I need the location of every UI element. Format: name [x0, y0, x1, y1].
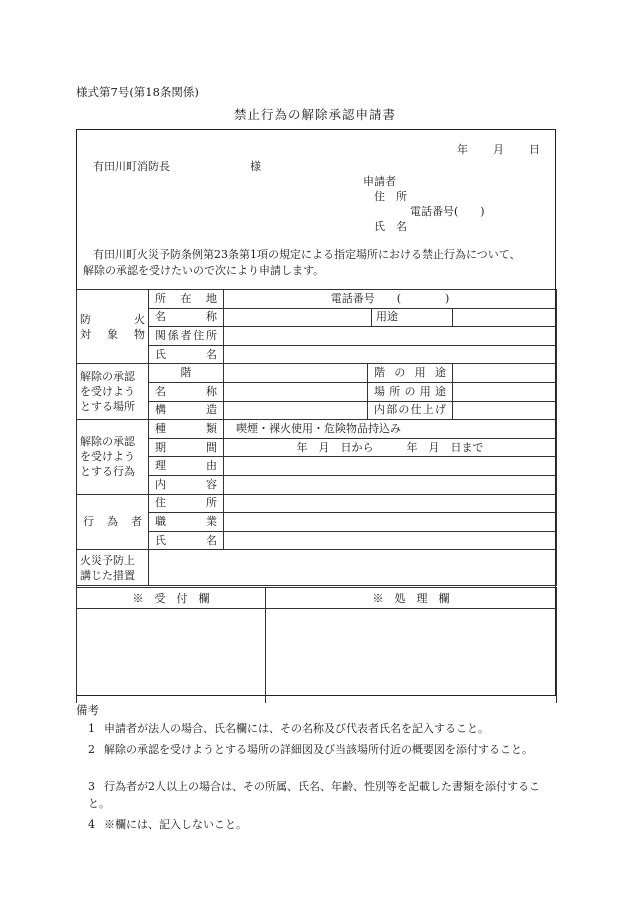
use-field[interactable]: [453, 308, 557, 327]
measures-field[interactable]: [149, 550, 557, 586]
reception-column-header: ※ 受 付 欄: [77, 588, 266, 609]
floor-label: 階: [149, 364, 224, 383]
processing-column-header: ※ 処 理 欄: [266, 588, 557, 609]
statement-line-2: 解除の承認を受けたいので次により申請します。: [83, 264, 325, 277]
person-name-label: 氏 名: [149, 345, 224, 364]
content-label: 内 容: [149, 475, 224, 494]
processing-area: [266, 609, 557, 704]
floor-use-label: 階 の 用 途: [368, 364, 453, 383]
interior-finish-label: 内部の仕上げ: [368, 401, 453, 420]
content-field[interactable]: [224, 475, 557, 494]
kind-options[interactable]: 喫煙・裸火使用・危険物品持込み: [224, 420, 557, 439]
period-label: 期 間: [149, 438, 224, 457]
remark-number: 3: [88, 780, 95, 793]
application-detail-table: [76, 289, 557, 586]
applicant-label: 申請者: [363, 175, 396, 188]
object-name-label: 名 称: [149, 308, 224, 327]
applicant-address-label: 住 所: [374, 190, 407, 203]
object-name-field[interactable]: [224, 308, 372, 327]
interior-finish-field[interactable]: [453, 401, 557, 420]
month-label: 月: [493, 143, 504, 156]
person-name-field[interactable]: [224, 345, 557, 364]
place-use-label: 場 所 の 用 途: [368, 382, 453, 401]
remark-item: [88, 741, 550, 758]
period-field[interactable]: 年 月 日から 年 月 日まで: [224, 438, 557, 457]
structure-field[interactable]: [224, 401, 368, 420]
actor-header: 行 為 者: [77, 494, 149, 550]
remark-number: 4: [88, 818, 95, 831]
actor-name-label: 氏 名: [149, 531, 224, 550]
actor-address-field[interactable]: [224, 494, 557, 513]
document-title: 禁止行為の解除承認申請書: [233, 107, 396, 122]
remark-item: [88, 816, 550, 833]
remark-text: 解除の承認を受けようとする場所の詳細図及び当該場所付近の概要図を添付すること。: [104, 743, 533, 756]
remark-text: 申請者が法人の場合、氏名欄には、その名称及び代表者氏名を記入すること。: [104, 722, 489, 735]
remark-item: [88, 778, 550, 812]
reason-label: 理 由: [149, 457, 224, 476]
measures-header: 火災予防上 講じた措置: [77, 550, 149, 586]
applicant-phone-label: 電話番号( ): [410, 205, 485, 218]
occupation-field[interactable]: [224, 513, 557, 532]
place-name-field[interactable]: [224, 382, 368, 401]
floor-field[interactable]: [224, 364, 368, 383]
location-label: 所 在 地: [149, 290, 224, 309]
actor-address-label: 住 所: [149, 494, 224, 513]
remark-number: 2: [88, 743, 95, 756]
statement-line-1: 有田川町火災予防条例第23条第1項の規定による指定場所における禁止行為について、: [93, 248, 521, 261]
year-label: 年: [457, 143, 468, 156]
occupation-label: 職 業: [149, 513, 224, 532]
place-name-label: 名 称: [149, 382, 224, 401]
act-header: 解除の承認 を受けよう とする行為: [77, 420, 149, 494]
reception-area: [77, 609, 266, 704]
honorific-sama: 様: [250, 160, 261, 173]
actor-name-field[interactable]: [224, 531, 557, 550]
remarks-title: 備考: [76, 703, 99, 717]
phone-number-cell[interactable]: 電話番号 ( ): [224, 290, 557, 309]
form-number: 様式第7号(第18条関係): [76, 85, 199, 99]
remark-number: 1: [88, 722, 95, 735]
remark-text: ※欄には、記入しないこと。: [104, 818, 247, 831]
day-label: 日: [529, 143, 540, 156]
fire-object-header: 防 火 対 象 物: [77, 290, 149, 364]
application-form: [76, 129, 556, 696]
related-person-address-field[interactable]: [224, 327, 557, 346]
place-use-field[interactable]: [453, 382, 557, 401]
applicant-name-label: 氏 名: [374, 220, 407, 233]
related-person-address-label: 関係者住所: [149, 327, 224, 346]
remark-item: [88, 720, 550, 737]
office-use-table: [76, 587, 557, 703]
place-header: 解除の承認 を受けよう とする場所: [77, 364, 149, 420]
reason-field[interactable]: [224, 457, 557, 476]
remark-text: 行為者が2人以上の場合は、その所属、氏名、年齢、性別等を記載した書類を添付すること。: [88, 780, 540, 810]
structure-label: 構 造: [149, 401, 224, 420]
addressee: 有田川町消防長: [93, 160, 170, 173]
kind-label: 種 類: [149, 420, 224, 439]
use-label: 用途: [372, 308, 453, 327]
floor-use-field[interactable]: [453, 364, 557, 383]
